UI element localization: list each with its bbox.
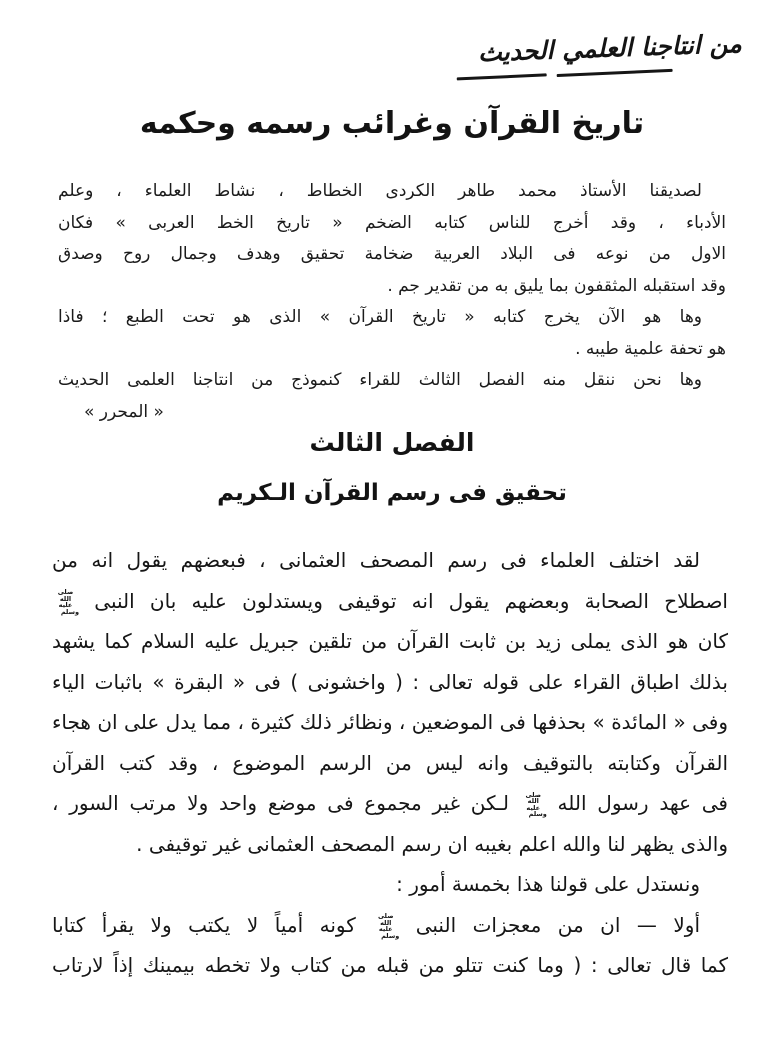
header-rule-segment: [457, 73, 547, 80]
text-line: لقد اختلف العلماء فى رسم المصحف العثمانى ، فبعضهم يقول انه من: [52, 548, 700, 572]
header-stamp-text: من انتاجنا العلمي الحديث: [477, 29, 743, 68]
text-line: وها نحن ننقل منه الفصل الثالث للقراء كنموذج من انتاجنا العلمى الحديث: [58, 370, 702, 390]
text-line: « المحرر »: [84, 401, 164, 422]
header-underline: [457, 69, 673, 80]
header-stamp: [455, 29, 742, 80]
text-line: كما قال تعالى : ( وما كنت تتلو من قبله من كتاب ولا تخطه بيمينك إذاً لارتاب: [52, 953, 728, 977]
saw-seal-icon: صلى الله عليه وسلم: [57, 588, 79, 616]
text-line: أولا — ان من معجزات النبى صلى الله عليه وسلم كونه أمياً لا يكتب ولا يقرأ كتابا: [52, 912, 701, 940]
saw-seal-icon: صلى الله عليه وسلم: [525, 790, 547, 818]
section-heading: تحقيق فى رسم القرآن الـكريم: [217, 480, 567, 506]
text-line: القرآن وكتابته بالتوقيف وانه ليس من الرسم الموضوع ، وقد كتب القرآن: [52, 750, 728, 775]
saw-seal-icon: صلى الله عليه وسلم: [377, 912, 400, 940]
text-line: لصديقنا الأستاذ محمد طاهر الكردى الخطاط ، نشاط العلماء ، وعلم: [58, 181, 702, 201]
text-line: الأدباء ، وقد أخرج للناس كتابه الضخم « تاريخ الخط العربى » فكان: [58, 212, 726, 233]
header-rule-segment: [557, 69, 673, 77]
text-line: كان هو الذى يملى زيد بن ثابت القرآن من تلقين جبريل عليه السلام كما يشهد: [52, 629, 728, 653]
text-line: الاول من نوعه فى البلاد العربية ضخامة تحقيق وهدف وجمال روح وصدق: [58, 244, 726, 264]
text-line: اصطلاح الصحابة وبعضهم يقول انه توقيفى ويستدلون عليه بان النبى صلى الله عليه وسلم: [52, 581, 728, 622]
text-line: هو تحفة علمية طيبه .: [575, 338, 726, 359]
intro-paragraphs: [58, 176, 726, 428]
text-line: ونستدل على قولنا هذا بخمسة أمور :: [396, 872, 700, 896]
chapter-heading: الفصل الثالث: [309, 428, 475, 457]
body-paragraphs: [52, 540, 728, 986]
text-line: بذلك اطباق القراء على قوله تعالى : ( واخشونى ) فى « البقرة » باثبات الياء: [52, 669, 728, 694]
text-line: فى عهد رسول الله صلى الله عليه وسلم لـكن غير مجموع فى موضع واحد ولا مرتب السور ،: [52, 790, 728, 818]
text-line: وها هو الآن يخرج كتابه « تاريخ القرآن » الذى هو تحت الطبع ؛ فاذا: [58, 307, 702, 327]
page-title: تاريخ القرآن وغرائب رسمه وحكمه: [139, 106, 645, 141]
text-line: والذى يظهر لنا والله اعلم بغيبه ان رسم المصحف العثمانى غير توقيفى .: [136, 831, 728, 856]
text-line: وفى « المائدة » بحذفها فى الموضعين ، ونظائر ذلك كثيرة ، مما يدل على ان هجاء: [52, 710, 728, 734]
text-line: وقد استقبله المثقفون بما يليق به من تقدير جم .: [387, 275, 726, 296]
